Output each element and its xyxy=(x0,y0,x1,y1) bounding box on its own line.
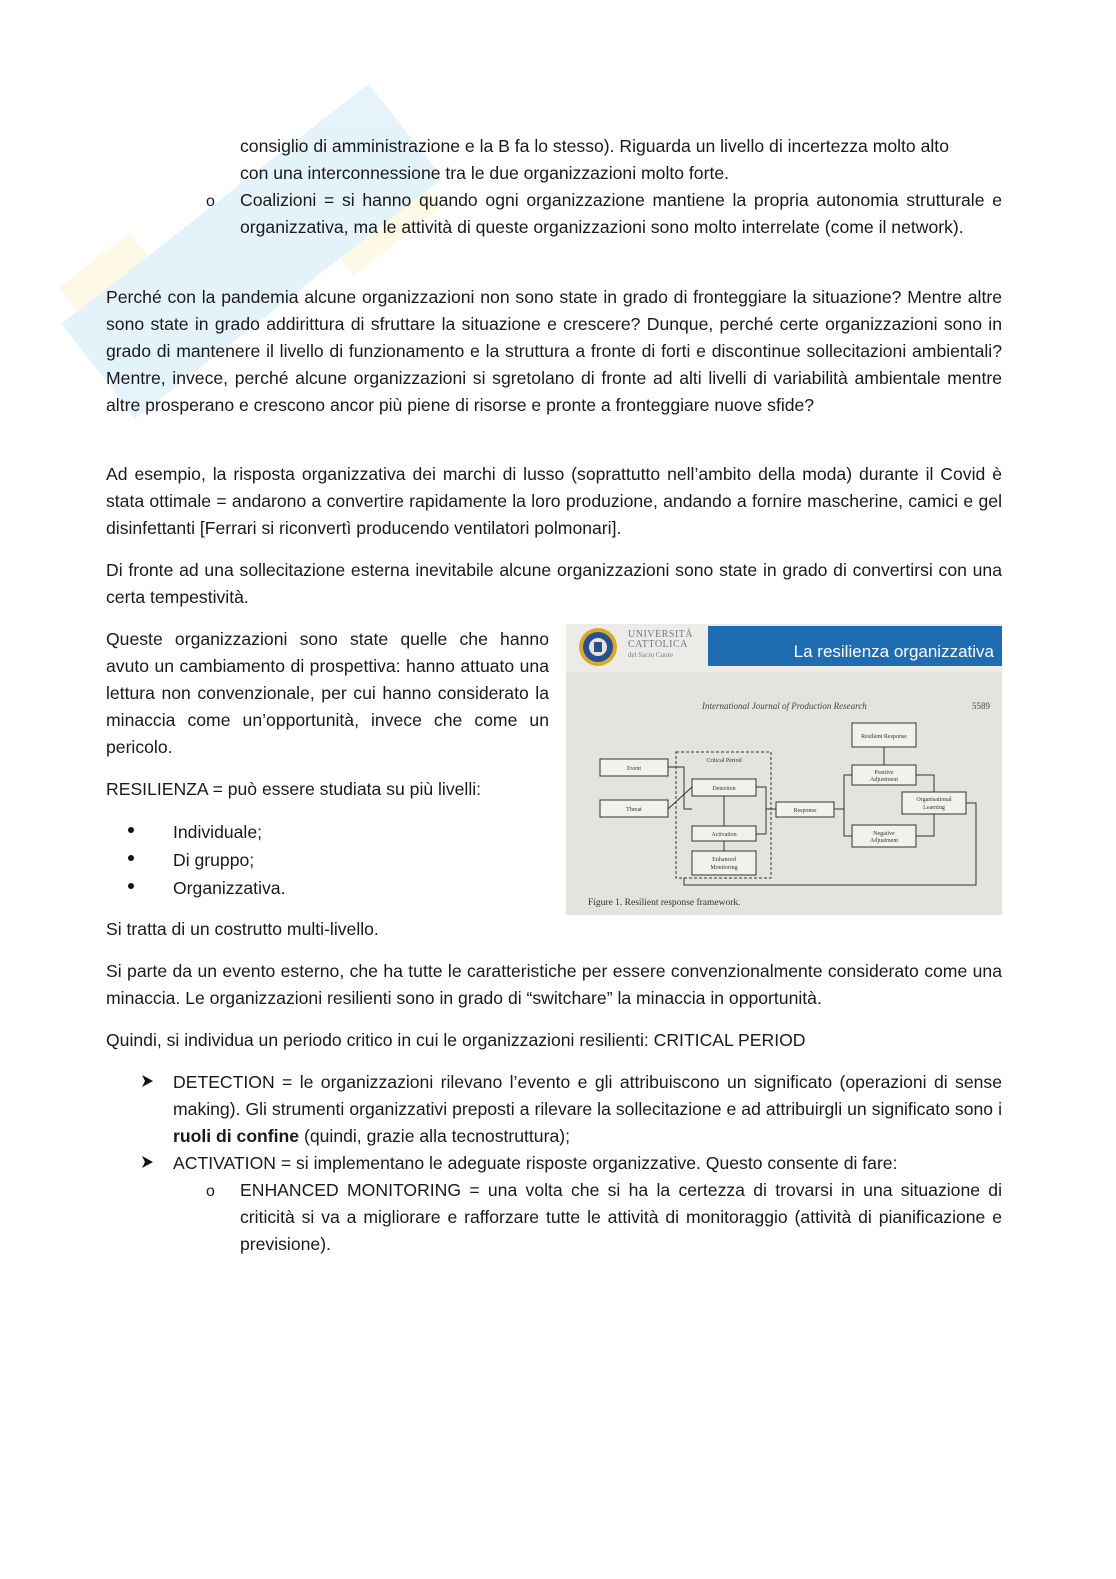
bullet-dot xyxy=(128,883,134,889)
detection-text-end: (quindi, grazie alla tecnostruttura); xyxy=(299,1126,570,1146)
label-critical-period: Critical Period xyxy=(706,758,742,764)
paragraph-pandemia: Perché con la pandemia alcune organizzazioni non sono state in grado di fronteggiare la situazione? Mentre altre sono state in grado addirittura di sfruttare la situazione e crescere? Dunque, perché certe organizzazioni sono in grado di mantenere il livello di funzionamento e la struttura a fronte di forti e discontinue sollecitazioni ambientali? Mentre, invece, perché alcune organizzazioni si sgretolano di fronte ad alti livelli di variabilità ambientale mentre altre prosperano e crescono ancor più piene di risorse e pronte a fronteggiare nuove sfide? xyxy=(106,287,1002,415)
figure-caption: Figure 1. Resilient response framework. xyxy=(588,898,741,908)
paragraph-costrutto: Si tratta di un costrutto multi-livello. xyxy=(106,919,379,939)
label-monitoring: Monitoring xyxy=(710,865,738,871)
label-response: Response xyxy=(793,808,817,814)
resilience-figure xyxy=(566,624,1002,915)
label-resilient-response: Resilient Response xyxy=(861,734,907,740)
label-event: Event xyxy=(627,766,641,772)
paragraph-prospettiva: Queste organizzazioni sono state quelle che hanno avuto un cambiamento di prospettiva: hanno attuato una lettura non convenzionale, per cui hanno considerato la minaccia come un’opportunità, invece che come un pericolo. xyxy=(106,629,549,757)
label-negative: Negative xyxy=(873,831,895,837)
level-item: Di gruppo; xyxy=(173,850,255,870)
detection-item xyxy=(173,1069,1002,1150)
paragraph-esempio: Ad esempio, la risposta organizzativa dei marchi di lusso (soprattutto nell’ambito della moda) durante il Covid è stata ottimale = andarono a convertire rapidamente la loro produzione, andando a fornire mascherine, camici e gel disinfettanti [Ferrari si riconvertì producendo ventilatori polmonari]. xyxy=(106,464,1002,538)
label-activation: Activation xyxy=(711,832,737,838)
label-learning: Learning xyxy=(923,805,945,811)
sub-bullet-marker: o xyxy=(206,193,215,210)
paragraph-critical: Quindi, si individua un periodo critico in cui le organizzazioni resilienti: CRITICAL PERIOD xyxy=(106,1030,806,1050)
intro-line-2: con una interconnessione tra le due organizzazioni molto forte. xyxy=(240,163,730,183)
slide-title: La resilienza organizzativa xyxy=(793,642,994,661)
uni-line: UNIVERSITÀ xyxy=(628,629,693,640)
level-item: Individuale; xyxy=(173,822,263,842)
journal-title: International Journal of Production Research xyxy=(702,701,867,711)
sub-bullet-marker: o xyxy=(206,1183,215,1200)
level-item: Organizzativa. xyxy=(173,878,286,898)
intro-line-1: consiglio di amministrazione e la B fa lo stesso). Riguarda un livello di incertezza molto alto xyxy=(240,136,949,156)
university-seal-icon xyxy=(576,626,620,668)
label-detection: Detection xyxy=(712,786,736,792)
activation-item: ACTIVATION = si implementano le adeguate risposte organizzative. Questo consente di fare: xyxy=(173,1153,898,1173)
label-positive: Positive xyxy=(874,770,894,776)
paragraph-evento: Si parte da un evento esterno, che ha tutte le caratteristiche per essere convenzionalmente considerato come una minaccia. Le organizzazioni resilienti sono in grado di “switchare” la minaccia in opportunità. xyxy=(106,961,1002,1008)
slide-title-band xyxy=(708,626,1002,666)
paragraph-resilienza: RESILIENZA = può essere studiata su più livelli: xyxy=(106,779,482,799)
label-positive-adjustment: Adjustment xyxy=(870,777,898,783)
label-organisational: Organisational xyxy=(916,797,952,803)
arrow-bullet-icon xyxy=(140,1155,154,1169)
university-name xyxy=(628,630,693,660)
label-negative-adjustment: Adjustment xyxy=(870,838,898,844)
paragraph-sollecitazione: Di fronte ad una sollecitazione esterna inevitabile alcune organizzazioni sono state in grado di convertirsi con una certa tempestività. xyxy=(106,560,1002,607)
box-enhanced xyxy=(692,851,756,875)
bullet-dot xyxy=(128,827,134,833)
uni-line: del Sacro Cuore xyxy=(628,651,674,659)
label-enhanced: Enhanced xyxy=(712,857,736,863)
detection-text: DETECTION = le organizzazioni rilevano l’evento e gli attribuiscono un significato (operazioni di sense making). Gli strumenti organizzativi preposti a rilevare la sollecitazione e ad attribuirgli un significato sono i xyxy=(173,1072,1002,1119)
label-threat: Threat xyxy=(626,807,642,813)
monitoring-item: ENHANCED MONITORING = una volta che si ha la certezza di trovarsi in una situazione di criticità si va a migliorare e rafforzare tutte le attività di monitoraggio (attività di pianificazione e previsione). xyxy=(240,1180,1002,1254)
bullet-dot xyxy=(128,855,134,861)
uni-line: CATTOLICA xyxy=(628,639,688,650)
coalizioni-item: Coalizioni = si hanno quando ogni organizzazione mantiene la propria autonomia strutturale e organizzativa, ma le attività di queste organizzazioni sono molto interrelate (come il network). xyxy=(240,190,1002,237)
journal-page: 5589 xyxy=(972,701,990,711)
detection-bold: ruoli di confine xyxy=(173,1126,300,1146)
arrow-bullet-icon xyxy=(140,1074,154,1088)
